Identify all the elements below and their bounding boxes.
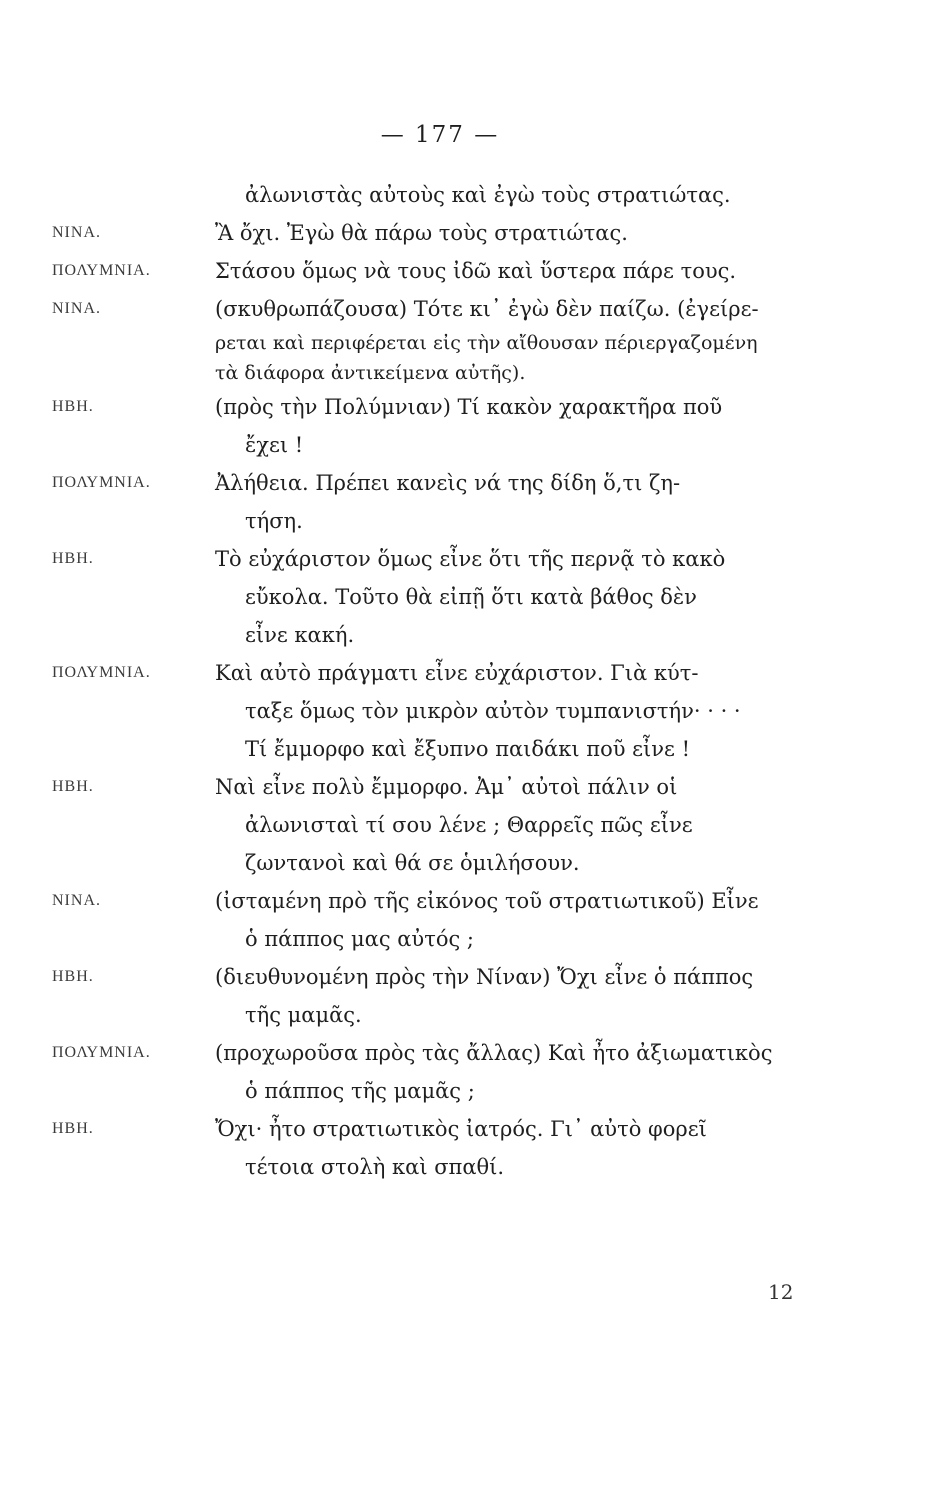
dialogue-line: (πρὸς τὴν Πολύμνιαν) Τί κακὸν χαρακτῆρα ποῦ — [215, 395, 723, 419]
page-number: — 177 — — [380, 122, 500, 148]
dialogue-entry — [52, 882, 882, 958]
speaker-name: ΗΒΗ. — [52, 1120, 94, 1137]
speaker-name: ΠΟΛΥΜΝΙΑ. — [52, 1044, 151, 1061]
dialogue-entry — [52, 540, 882, 654]
speaker-name: ΗΒΗ. — [52, 968, 94, 985]
dialogue-line: τὰ διάφορα ἀντικείμενα αὐτῆς). — [215, 362, 526, 384]
dialogue-line: εὔκολα. Τοῦτο θὰ εἰπῇ ὅτι κατὰ βάθος δὲν — [245, 585, 697, 609]
dialogue-line: ζωντανοὶ καὶ θά σε ὁμιλήσουν. — [245, 851, 580, 875]
dialogue-line: Ἂ ὄχι. Ἐγὼ θὰ πάρω τοὺς στρατιώτας. — [215, 221, 628, 245]
dialogue-entry — [52, 464, 882, 540]
speaker-name: ΗΒΗ. — [52, 550, 94, 567]
speaker-name: ΝΙΝΑ. — [52, 300, 101, 317]
dialogue-entry — [52, 1034, 882, 1110]
speaker-name: ΠΟΛΥΜΝΙΑ. — [52, 474, 151, 491]
dialogue-line: ρεται καὶ περιφέρεται εἰς τὴν αἴθουσαν πέριεργαζομένη — [215, 332, 758, 354]
dialogue-line: τήση. — [245, 509, 303, 533]
signature-mark: 12 — [768, 1280, 794, 1304]
dialogue-line: ταξε ὅμως τὸν μικρὸν αὐτὸν τυμπανιστήν· · · · — [245, 699, 741, 723]
dialogue-line: ἀλωνιστὰς αὐτοὺς καὶ ἐγὼ τοὺς στρατιώτας. — [245, 183, 731, 207]
dialogue-body — [52, 176, 882, 1186]
dialogue-line: ὁ πάππος μας αὐτός ; — [245, 927, 474, 951]
dialogue-entry — [52, 252, 882, 290]
dialogue-entry — [52, 1110, 882, 1186]
dialogue-line: Ναὶ εἶνε πολὺ ἔμμορφο. Ἀμ᾽ αὐτοὶ πάλιν οἱ — [215, 775, 678, 799]
dialogue-line: ἀλωνισταὶ τί σου λένε ; Θαρρεῖς πῶς εἶνε — [245, 813, 693, 837]
dialogue-line: εἶνε κακή. — [245, 623, 355, 647]
dialogue-entry — [52, 290, 882, 388]
speaker-name: ΗΒΗ. — [52, 398, 94, 415]
dialogue-line: ὁ πάππος τῆς μαμᾶς ; — [245, 1079, 475, 1103]
speaker-name: ΗΒΗ. — [52, 778, 94, 795]
dialogue-line: ἔχει ! — [245, 433, 304, 457]
dialogue-line: Στάσου ὅμως νὰ τους ἰδῶ καὶ ὕστερα πάρε τους. — [215, 259, 737, 283]
dialogue-entry — [52, 176, 882, 214]
dialogue-line: (προχωροῦσα πρὸς τὰς ἄλλας) Καὶ ἦτο ἀξιωματικὸς — [215, 1041, 773, 1065]
dialogue-line: (σκυθρωπάζουσα) Τότε κι᾽ ἐγὼ δὲν παίζω. (ἐγείρε- — [215, 297, 759, 321]
dialogue-line: Τὸ εὐχάριστον ὅμως εἶνε ὅτι τῆς περνᾷ τὸ κακὸ — [215, 547, 726, 571]
dialogue-line: Καὶ αὐτὸ πράγματι εἶνε εὐχάριστον. Γιὰ κύτ- — [215, 661, 699, 685]
dialogue-line: Ἀλήθεια. Πρέπει κανεὶς νά της δίδη ὅ,τι ζη- — [215, 471, 681, 495]
dialogue-entry — [52, 958, 882, 1034]
dialogue-entry — [52, 654, 882, 768]
speaker-name: ΠΟΛΥΜΝΙΑ. — [52, 262, 151, 279]
dialogue-line: τῆς μαμᾶς. — [245, 1003, 362, 1027]
dialogue-line: Ὄχι· ἦτο στρατιωτικὸς ἰατρός. Γι᾽ αὐτὸ φορεῖ — [215, 1117, 707, 1141]
dialogue-line: Τί ἔμμορφο καὶ ἔξυπνο παιδάκι ποῦ εἶνε ! — [245, 737, 691, 761]
dialogue-entry — [52, 214, 882, 252]
dialogue-entry — [52, 768, 882, 882]
speaker-name: ΠΟΛΥΜΝΙΑ. — [52, 664, 151, 681]
speaker-name: ΝΙΝΑ. — [52, 892, 101, 909]
dialogue-line: τέτοια στολὴ καὶ σπαθί. — [245, 1155, 505, 1179]
speaker-name: ΝΙΝΑ. — [52, 224, 101, 241]
dialogue-line: (ἰσταμένη πρὸ τῆς εἰκόνος τοῦ στρατιωτικοῦ) Εἶνε — [215, 889, 759, 913]
dialogue-line: (διευθυνομένη πρὸς τὴν Νίναν) Ὄχι εἶνε ὁ πάππος — [215, 965, 754, 989]
dialogue-entry — [52, 388, 882, 464]
